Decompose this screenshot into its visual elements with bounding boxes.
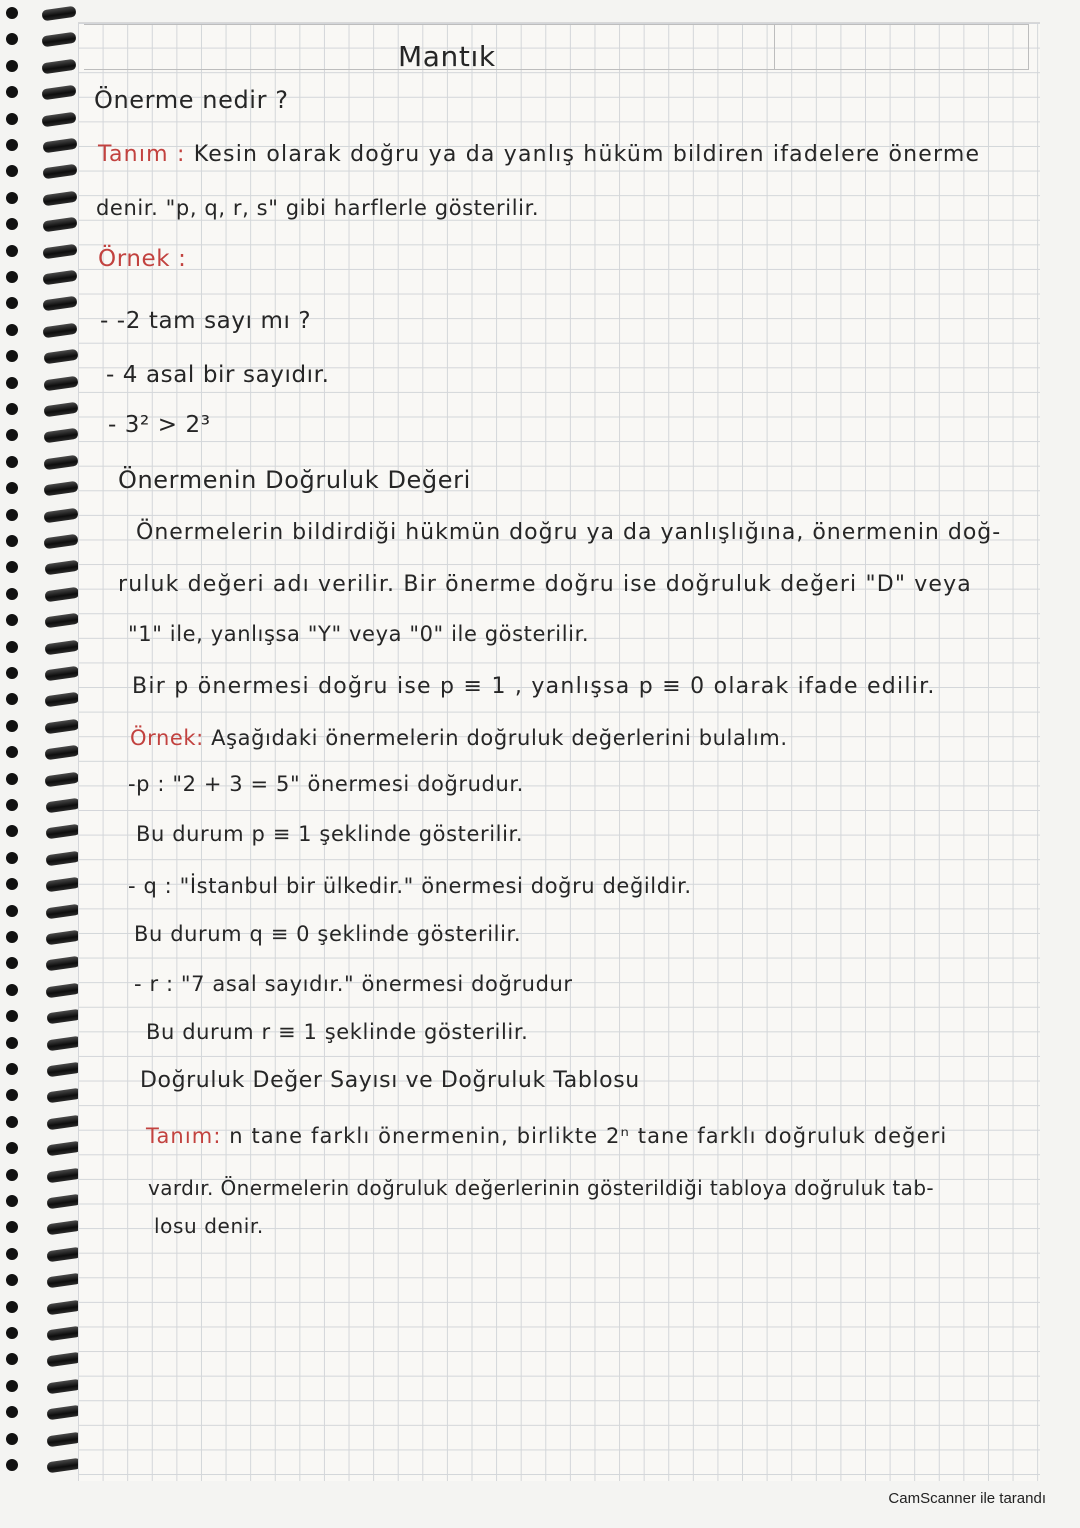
- spiral-ring: [42, 85, 77, 101]
- binding-hole: [6, 931, 18, 943]
- spiral-ring: [44, 613, 79, 629]
- def2-line-2: vardır. Önermelerin doğruluk değerlerinin gösterildiği tabloya doğruluk tab-: [148, 1176, 935, 1200]
- binding-hole: [6, 1142, 18, 1154]
- spiral-ring: [43, 270, 78, 286]
- example-item-3: - 3² > 2³: [108, 412, 211, 438]
- binding-hole: [6, 1063, 18, 1075]
- binding-hole: [6, 1221, 18, 1233]
- binding-hole: [6, 1406, 18, 1418]
- binding-hole: [6, 192, 18, 204]
- heading-dogruluk-tablosu: Doğruluk Değer Sayısı ve Doğruluk Tablosu: [140, 1068, 640, 1093]
- spiral-ring: [46, 1062, 81, 1078]
- binding-hole: [6, 773, 18, 785]
- binding-hole: [6, 86, 18, 98]
- item-q: - q : "İstanbul bir ülkedir." önermesi doğru değildir.: [128, 874, 692, 898]
- binding-hole: [6, 667, 18, 679]
- binding-hole: [6, 1327, 18, 1339]
- example-label: Örnek :: [98, 246, 187, 272]
- definition-line-1: [98, 142, 980, 167]
- binding-hole: [6, 403, 18, 415]
- spiral-ring: [43, 375, 78, 391]
- binding-hole: [6, 297, 18, 309]
- spiral-ring: [46, 1009, 81, 1025]
- spiral-ring: [41, 6, 76, 22]
- binding-hole: [6, 7, 18, 19]
- spiral-ring: [45, 692, 80, 708]
- heading-onerme-nedir: Önerme nedir ?: [94, 86, 289, 114]
- binding-hole: [6, 271, 18, 283]
- spiral-binding: [0, 0, 78, 1490]
- spiral-ring: [45, 771, 80, 787]
- spiral-ring: [42, 58, 77, 74]
- spiral-ring: [44, 560, 79, 576]
- spiral-ring: [43, 428, 78, 444]
- binding-hole: [6, 1380, 18, 1392]
- binding-hole: [6, 377, 18, 389]
- spiral-ring: [46, 1405, 81, 1421]
- def2-line-1: [146, 1124, 947, 1148]
- binding-hole: [6, 1089, 18, 1101]
- spiral-ring: [43, 402, 78, 418]
- binding-hole: [6, 482, 18, 494]
- spiral-ring: [43, 349, 78, 365]
- spiral-ring: [46, 956, 81, 972]
- binding-hole: [6, 1301, 18, 1313]
- spiral-ring: [44, 586, 79, 602]
- binding-hole: [6, 1248, 18, 1260]
- binding-hole: [6, 456, 18, 468]
- binding-hole: [6, 799, 18, 811]
- binding-hole: [6, 113, 18, 125]
- spiral-ring: [44, 507, 79, 523]
- binding-hole: [6, 1037, 18, 1049]
- def2-label: Tanım:: [146, 1124, 222, 1148]
- binding-hole: [6, 429, 18, 441]
- binding-hole: [6, 1353, 18, 1365]
- spiral-ring: [45, 798, 80, 814]
- definition-label: Tanım :: [98, 142, 186, 167]
- binding-hole: [6, 1274, 18, 1286]
- def2-text-1: n tane farklı önermenin, birlikte 2ⁿ tane farklı doğruluk değeri: [229, 1124, 948, 1148]
- binding-hole: [6, 1010, 18, 1022]
- spiral-ring: [46, 1088, 81, 1104]
- scanner-watermark: CamScanner ile tarandı: [888, 1490, 1046, 1507]
- spiral-ring: [42, 243, 77, 259]
- spiral-ring: [43, 296, 78, 312]
- binding-hole: [6, 1116, 18, 1128]
- binding-hole: [6, 33, 18, 45]
- spiral-ring: [44, 639, 79, 655]
- paragraph-line-2: ruluk değeri adı verilir. Bir önerme doğru ise doğruluk değeri "D" veya: [118, 572, 972, 597]
- item-r-result: Bu durum r ≡ 1 şeklinde gösterilir.: [146, 1020, 529, 1044]
- spiral-ring: [46, 1431, 81, 1447]
- item-p-result: Bu durum p ≡ 1 şeklinde gösterilir.: [136, 822, 524, 846]
- binding-hole: [6, 825, 18, 837]
- binding-hole: [6, 641, 18, 653]
- binding-hole: [6, 852, 18, 864]
- binding-hole: [6, 535, 18, 547]
- item-p: -p : "2 + 3 = 5" önermesi doğrudur.: [128, 772, 524, 796]
- paragraph-line-3: "1" ile, yanlışsa "Y" veya "0" ile gösterilir.: [128, 622, 590, 646]
- grid-paper: [78, 22, 1040, 1481]
- binding-hole: [6, 1459, 18, 1471]
- binding-hole: [6, 746, 18, 758]
- example-item-1: - -2 tam sayı mı ?: [100, 308, 312, 334]
- spiral-ring: [46, 1352, 81, 1368]
- spiral-ring: [46, 1035, 81, 1051]
- spiral-ring: [42, 190, 77, 206]
- spiral-ring: [46, 1458, 81, 1474]
- title-box: [84, 24, 1029, 70]
- binding-hole: [6, 509, 18, 521]
- binding-hole: [6, 245, 18, 257]
- binding-hole: [6, 984, 18, 996]
- spiral-ring: [45, 877, 80, 893]
- spiral-ring: [44, 481, 79, 497]
- spiral-ring: [45, 850, 80, 866]
- heading-dogruluk-degeri: Önermenin Doğruluk Değeri: [118, 466, 471, 494]
- definition-text-1: Kesin olarak doğru ya da yanlış hüküm bildiren ifadelere önerme: [193, 142, 981, 167]
- spiral-ring: [45, 824, 80, 840]
- binding-hole: [6, 324, 18, 336]
- spiral-ring: [46, 930, 81, 946]
- binding-hole: [6, 588, 18, 600]
- definition-line-2: denir. "p, q, r, s" gibi harflerle gösterilir.: [96, 196, 540, 220]
- spiral-ring: [42, 164, 77, 180]
- spiral-ring: [45, 718, 80, 734]
- paragraph-line-4: Bir p önermesi doğru ise p ≡ 1 , yanlışsa p ≡ 0 olarak ifade edilir.: [132, 674, 936, 699]
- item-r: - r : "7 asal sayıdır." önermesi doğrudur: [134, 972, 573, 996]
- spiral-ring: [46, 1299, 81, 1315]
- binding-hole: [6, 720, 18, 732]
- spiral-ring: [43, 322, 78, 338]
- spiral-ring: [46, 982, 81, 998]
- example-item-2: - 4 asal bir sayıdır.: [106, 362, 330, 388]
- spiral-ring: [46, 1141, 81, 1157]
- example2-label: Örnek:: [130, 726, 204, 750]
- item-q-result: Bu durum q ≡ 0 şeklinde gösterilir.: [134, 922, 522, 946]
- binding-hole: [6, 693, 18, 705]
- binding-hole: [6, 614, 18, 626]
- binding-hole: [6, 905, 18, 917]
- spiral-ring: [44, 666, 79, 682]
- spiral-ring: [42, 32, 77, 48]
- spiral-ring: [42, 217, 77, 233]
- binding-hole: [6, 957, 18, 969]
- spiral-ring: [46, 1114, 81, 1130]
- binding-hole: [6, 218, 18, 230]
- spiral-ring: [46, 1378, 81, 1394]
- binding-hole: [6, 165, 18, 177]
- binding-hole: [6, 1195, 18, 1207]
- spiral-ring: [45, 903, 80, 919]
- paragraph-line-1: Önermelerin bildirdiği hükmün doğru ya da yanlışlığına, önermenin doğ-: [136, 520, 1002, 545]
- binding-hole: [6, 1433, 18, 1445]
- spiral-ring: [46, 1246, 81, 1262]
- example2-text: Aşağıdaki önermelerin doğruluk değerlerini bulalım.: [211, 726, 788, 750]
- binding-hole: [6, 878, 18, 890]
- spiral-ring: [46, 1220, 81, 1236]
- binding-hole: [6, 561, 18, 573]
- spiral-ring: [46, 1167, 81, 1183]
- example2-line: [130, 726, 788, 750]
- page-title: Mantık: [398, 40, 496, 73]
- spiral-ring: [46, 1273, 81, 1289]
- spiral-ring: [46, 1326, 81, 1342]
- def2-line-3: losu denir.: [154, 1214, 264, 1238]
- spiral-ring: [46, 1194, 81, 1210]
- spiral-ring: [42, 138, 77, 154]
- spiral-ring: [45, 745, 80, 761]
- spiral-ring: [42, 111, 77, 127]
- binding-hole: [6, 350, 18, 362]
- binding-hole: [6, 1169, 18, 1181]
- binding-hole: [6, 60, 18, 72]
- spiral-ring: [43, 454, 78, 470]
- spiral-ring: [44, 534, 79, 550]
- binding-hole: [6, 139, 18, 151]
